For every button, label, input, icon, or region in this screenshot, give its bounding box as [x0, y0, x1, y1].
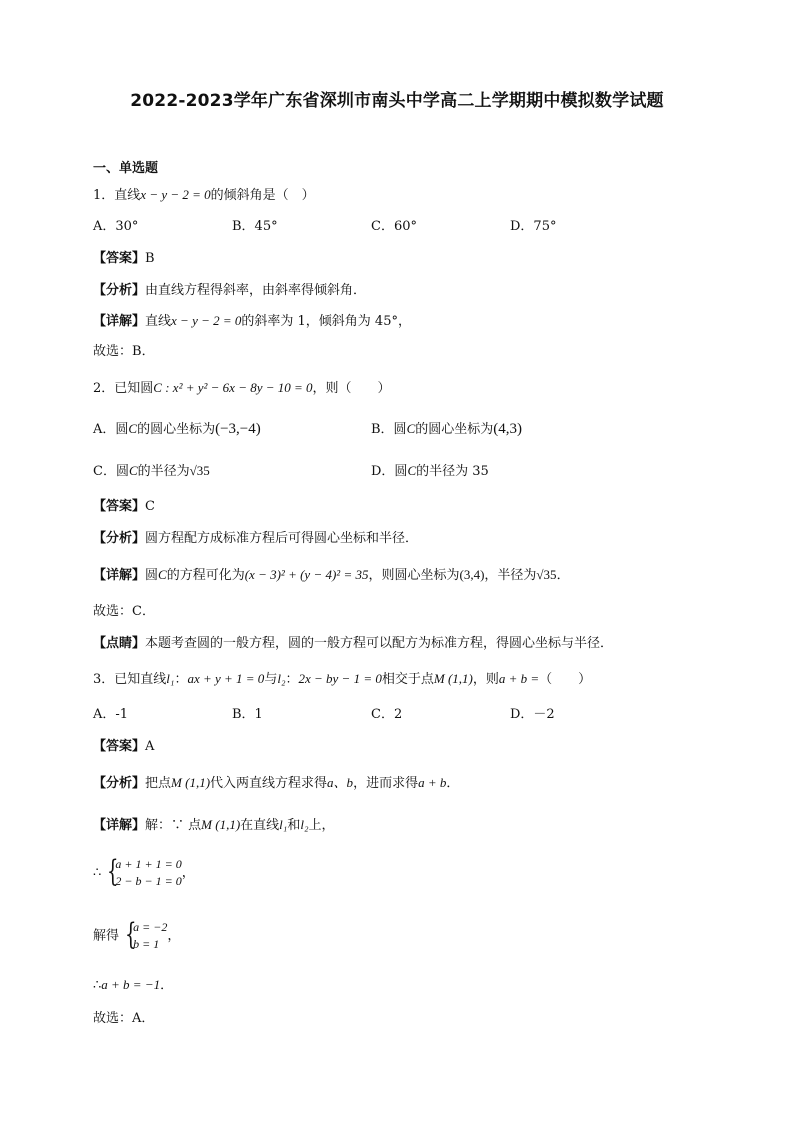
q2-stem — [93, 379, 391, 398]
q1-answer-value: B — [145, 251, 155, 266]
solve-label: 解得 — [93, 928, 120, 944]
q3-analysis-end: ． — [446, 776, 460, 791]
q3-system-2 — [93, 919, 180, 953]
q2-option-a — [93, 420, 261, 439]
q2-option-b-value: (4,3) — [493, 421, 522, 437]
q3-option-c: C．2 — [371, 707, 403, 722]
therefore-symbol: ∴ — [93, 978, 102, 993]
q3-stem-d: （ ） — [539, 672, 592, 687]
q2-option-b-symbol: C — [406, 421, 416, 436]
q2-detail-symbol: C — [158, 567, 167, 582]
solution-row-2: b = 1 — [133, 937, 160, 951]
q3-analysis-b: 代入两直线方程求得 — [210, 776, 328, 791]
q3-stem-a: 已知直线 — [114, 672, 167, 687]
q2-choose-value: C． — [132, 604, 155, 619]
q2-option-a-symbol: C — [128, 421, 138, 436]
detail-label: 【详解】 — [93, 314, 146, 329]
q2-option-a-mid: 的圆心坐标为 — [137, 422, 216, 437]
therefore-symbol: ∴ — [93, 865, 102, 881]
answer-label: 【答案】 — [93, 739, 146, 754]
q2-stem-b: ，则（ ） — [312, 381, 391, 396]
q3-equation-2: 2x − by − 1 = 0 — [298, 671, 382, 686]
q3-option-b: B．1 — [232, 707, 263, 722]
q1-detail-a: 直线 — [145, 314, 172, 329]
q3-detail-l2: l₂ — [300, 817, 309, 832]
q3-with: 与 — [264, 672, 278, 687]
system-row-2: 2 − b − 1 = 0 — [115, 874, 182, 888]
q3-system-2-end: ， — [167, 928, 181, 944]
q3-detail-b: 在直线 — [240, 818, 280, 833]
q2-detail-c: ，则圆心坐标为 — [368, 568, 460, 583]
q2-option-a-prefix: A．圆 — [93, 422, 129, 437]
q3-analysis-a: 把点 — [145, 776, 172, 791]
q1-number: 1． — [93, 188, 115, 203]
q2-option-b-prefix: B．圆 — [371, 422, 407, 437]
solution-system — [125, 919, 167, 953]
q3-analysis-point: M (1,1) — [171, 775, 211, 790]
section-heading: 一、单选题 — [93, 161, 159, 176]
q1-option-c: C．60° — [371, 219, 417, 234]
q2-comment-text: 本题考查圆的一般方程，圆的一般方程可以配方为标准方程，得圆心坐标与半径． — [145, 636, 614, 651]
q2-analysis — [93, 530, 418, 548]
q2-detail — [93, 566, 570, 585]
brace-icon: { — [125, 917, 137, 952]
q2-option-c — [93, 462, 210, 481]
q3-analysis-c: ，进而求得 — [353, 776, 419, 791]
q3-number: 3． — [93, 672, 115, 687]
q3-answer-value: A — [145, 739, 155, 754]
q3-result-end: ． — [160, 978, 174, 993]
q3-line-l2: l₂ — [277, 671, 286, 686]
q2-number: 2． — [93, 381, 115, 396]
q3-analysis-sum: a + b — [418, 775, 447, 790]
q3-stem — [93, 670, 591, 689]
q3-colon-2: ： — [285, 672, 299, 687]
q2-answer-value: C — [145, 499, 155, 514]
brace-icon: { — [107, 854, 119, 889]
answer-label: 【答案】 — [93, 499, 146, 514]
q1-analysis-text: 由直线方程得斜率，由斜率得倾斜角． — [145, 283, 367, 298]
q3-result — [93, 976, 173, 995]
q3-detail — [93, 816, 334, 835]
q2-option-d-symbol: C — [407, 463, 417, 478]
detail-label: 【详解】 — [93, 818, 146, 833]
q3-colon-1: ： — [174, 672, 188, 687]
q1-detail-equation: x − y − 2 = 0 — [171, 313, 242, 328]
q1-choose-value: B． — [132, 344, 155, 359]
q2-option-b — [371, 420, 522, 439]
q3-stem-b: 相交于点 — [381, 672, 434, 687]
q3-choose-value: A． — [132, 1011, 155, 1026]
q1-choose — [93, 343, 155, 361]
answer-label: 【答案】 — [93, 251, 146, 266]
q2-option-d-prefix: D．圆 — [371, 464, 408, 479]
q3-line-l1: l₁ — [166, 671, 175, 686]
q2-option-b-mid: 的圆心坐标为 — [415, 422, 494, 437]
q3-detail-a: 解：∵ 点 — [145, 818, 202, 833]
q2-option-c-symbol: C — [128, 463, 138, 478]
choose-label: 故选： — [93, 344, 133, 359]
q3-option-a: A．-1 — [93, 707, 129, 722]
solution-row-1: a = −2 — [133, 920, 168, 934]
q2-detail-d: ，半径为 — [484, 568, 537, 583]
q3-detail-l1: l₁ — [279, 817, 288, 832]
q2-analysis-text: 圆方程配方成标准方程后可得圆心坐标和半径． — [145, 531, 419, 546]
q1-detail — [93, 312, 411, 331]
q2-option-a-value: (−3,−4) — [215, 421, 261, 437]
q1-stem-b: 的倾斜角是（ ） — [210, 188, 315, 203]
q3-point: M (1,1) — [433, 671, 473, 686]
q1-stem-a: 直线 — [114, 188, 141, 203]
q3-detail-c: 上， — [308, 818, 335, 833]
q3-system-1-end: ， — [181, 865, 195, 881]
q3-result-equation: a + b = −1 — [101, 977, 161, 992]
q2-option-c-value: √35 — [189, 463, 210, 478]
q3-system-1 — [93, 856, 195, 890]
comment-label: 【点睛】 — [93, 636, 146, 651]
q1-analysis — [93, 282, 366, 300]
q3-equation-1: ax + y + 1 = 0 — [187, 671, 265, 686]
q2-option-d — [371, 462, 489, 481]
q3-analysis — [93, 774, 459, 793]
q2-detail-center: (3,4) — [459, 567, 485, 582]
q2-option-d-mid: 的半径为 35 — [416, 464, 489, 479]
q3-detail-and: 和 — [287, 818, 301, 833]
q3-analysis-ab: a、b — [327, 775, 354, 790]
q2-answer — [93, 498, 155, 516]
q3-detail-point: M (1,1) — [201, 817, 241, 832]
q2-option-c-mid: 的半径为 — [137, 464, 190, 479]
q1-option-a: A．30° — [93, 219, 139, 234]
analysis-label: 【分析】 — [93, 776, 146, 791]
q1-stem — [93, 186, 315, 205]
q3-sum: a + b = — [498, 671, 540, 686]
analysis-label: 【分析】 — [93, 531, 146, 546]
equation-system — [107, 856, 181, 890]
q2-detail-b: 的方程可化为 — [166, 568, 245, 583]
q1-equation: x − y − 2 = 0 — [140, 187, 211, 202]
q3-stem-c: ，则 — [472, 672, 499, 687]
q2-detail-radius: √35 — [536, 567, 557, 582]
page-title: 2022-2023学年广东省深圳市南头中学高二上学期期中模拟数学试题 — [130, 91, 664, 111]
q2-choose — [93, 603, 155, 621]
q2-option-c-prefix: C．圆 — [93, 464, 129, 479]
analysis-label: 【分析】 — [93, 283, 146, 298]
choose-label: 故选： — [93, 604, 133, 619]
q1-option-b: B．45° — [232, 219, 278, 234]
system-row-1: a + 1 + 1 = 0 — [115, 857, 182, 871]
q2-stem-a: 已知圆 — [114, 381, 154, 396]
q1-detail-b: 的斜率为 1，倾斜角为 45°， — [241, 314, 411, 329]
q1-option-d: D．75° — [510, 219, 557, 234]
q3-answer — [93, 738, 154, 756]
q2-detail-a: 圆 — [145, 568, 159, 583]
choose-label: 故选： — [93, 1011, 133, 1026]
q2-equation: C : x² + y² − 6x − 8y − 10 = 0 — [153, 380, 313, 395]
q3-choose — [93, 1010, 154, 1028]
q2-comment — [93, 635, 613, 653]
detail-label: 【详解】 — [93, 568, 146, 583]
q2-detail-equation: (x − 3)² + (y − 4)² = 35 — [244, 567, 369, 582]
q1-answer — [93, 250, 155, 268]
q3-option-d: D．－2 — [510, 707, 555, 722]
q2-detail-end: ． — [556, 568, 570, 583]
